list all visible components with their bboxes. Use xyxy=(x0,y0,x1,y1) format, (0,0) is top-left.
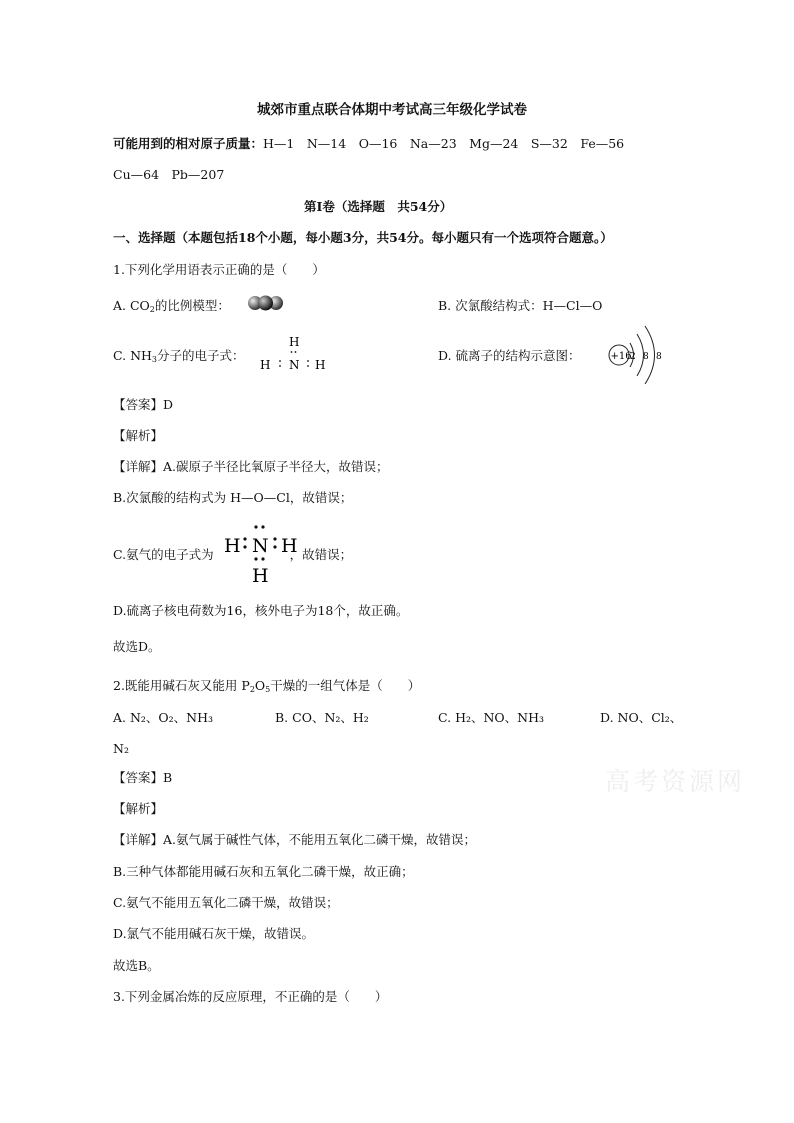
h-bottom-large: H xyxy=(252,565,269,587)
q2-stem-pre: 2.既能用碱石灰又能用 P xyxy=(113,678,250,693)
q2-detail-a: 【详解】A.氨气属于碱性气体，不能用五氧化二磷干燥，故错误； xyxy=(113,832,477,847)
q1-a-post: 的比例模型： xyxy=(154,298,230,313)
page-title: 城郊市重点联合体期中考试高三年级化学试卷 xyxy=(257,102,527,118)
q2-option-b: B. CO、N₂、H₂ xyxy=(275,710,369,725)
q1-c-sub: 3 xyxy=(151,355,157,364)
q1-conclusion: 故选D。 xyxy=(113,639,161,654)
q1-option-c xyxy=(113,348,245,364)
q1-detail-a: 【详解】A.碳原子半径比氧原子半径大，故错误； xyxy=(113,459,389,474)
q1-option-d: D. 硫离子的结构示意图： xyxy=(438,348,581,363)
q2-answer: 【答案】B xyxy=(113,770,173,785)
q1-detail-b: B.次氯酸的结构式为 H—O—Cl，故错误； xyxy=(113,490,353,505)
q2-stem-sub1: 2 xyxy=(249,685,255,694)
section-title: 第Ⅰ卷（选择题 共54分） xyxy=(304,199,453,214)
q1-detail-c-pre: C.氨气的电子式为 xyxy=(113,547,214,562)
h-left-large: H xyxy=(224,535,241,557)
part-heading: 一、选择题（本题包括18个小题，每小题3分，共54分。每小题只有一个选项符合题意。） xyxy=(113,230,613,245)
q2-option-c: C. H₂、NO、NH₃ xyxy=(438,710,545,725)
q2-option-d-cont: N₂ xyxy=(113,741,129,756)
atomic-mass-line2: Cu—64 Pb—207 xyxy=(113,167,225,182)
sulfide-ion-structure-diagram xyxy=(604,322,672,388)
q1-stem: 1.下列化学用语表示正确的是（ ） xyxy=(113,262,325,277)
h-right-large: H xyxy=(281,535,298,557)
q2-detail-d: D.氯气不能用碱石灰干燥，故错误。 xyxy=(113,926,315,941)
q1-c-pre: C. NH xyxy=(113,348,152,363)
q1-option-a xyxy=(113,298,230,314)
nucleus-charge: +16 xyxy=(610,351,632,362)
atomic-mass-line1 xyxy=(113,136,624,152)
q1-c-post: 分子的电子式： xyxy=(157,348,245,363)
q2-detail-c: C.氨气不能用五氧化二磷干燥，故错误； xyxy=(113,895,339,910)
q1-a-pre: A. CO xyxy=(113,298,150,313)
q2-stem xyxy=(113,678,420,694)
q1-answer: 【答案】D xyxy=(113,397,174,412)
shell-3-count: 8 xyxy=(656,352,662,362)
q1-detail-c-post: ，故错误； xyxy=(289,547,353,562)
q2-analysis: 【解析】 xyxy=(113,801,164,816)
q1-analysis: 【解析】 xyxy=(113,428,164,443)
h-right: H xyxy=(315,358,326,372)
q2-detail-b: B.三种气体都能用碱石灰和五氧化二磷干燥，故正确； xyxy=(113,864,414,879)
shell-2-count: 8 xyxy=(643,352,649,362)
q2-conclusion: 故选B。 xyxy=(113,958,160,973)
q3-stem: 3.下列金属冶炼的反应原理，不正确的是（ ） xyxy=(113,989,388,1004)
n-center-large: N xyxy=(252,535,269,557)
q1-option-b: B. 次氯酸结构式：H—Cl—O xyxy=(438,298,603,313)
q2-stem-post: 干燥的一组气体是（ ） xyxy=(270,678,421,693)
q2-stem-mid: O xyxy=(254,678,266,693)
nh3-electron-formula-small xyxy=(256,334,330,376)
h-left: H xyxy=(260,358,271,372)
atomic-mass-values1: H—1 N—14 O—16 Na—23 Mg—24 S—32 Fe—56 xyxy=(263,136,625,151)
watermark: 高考资源网 xyxy=(605,767,746,796)
q2-option-a: A. N₂、O₂、NH₃ xyxy=(113,710,214,725)
h-top: H xyxy=(289,335,300,349)
q2-stem-sub2: 5 xyxy=(265,685,271,694)
shell-1-count: 2 xyxy=(630,352,636,362)
q1-detail-d: D.硫离子核电荷数为16，核外电子为18个，故正确。 xyxy=(113,603,409,618)
q1-a-sub: 2 xyxy=(149,305,155,314)
co2-space-filling-model xyxy=(245,293,287,313)
atomic-mass-label: 可能用到的相对原子质量： xyxy=(113,136,264,151)
n-center: N xyxy=(289,358,300,372)
q2-option-d: D. NO、Cl₂、 xyxy=(600,710,683,725)
nh3-electron-formula-large xyxy=(221,521,301,589)
